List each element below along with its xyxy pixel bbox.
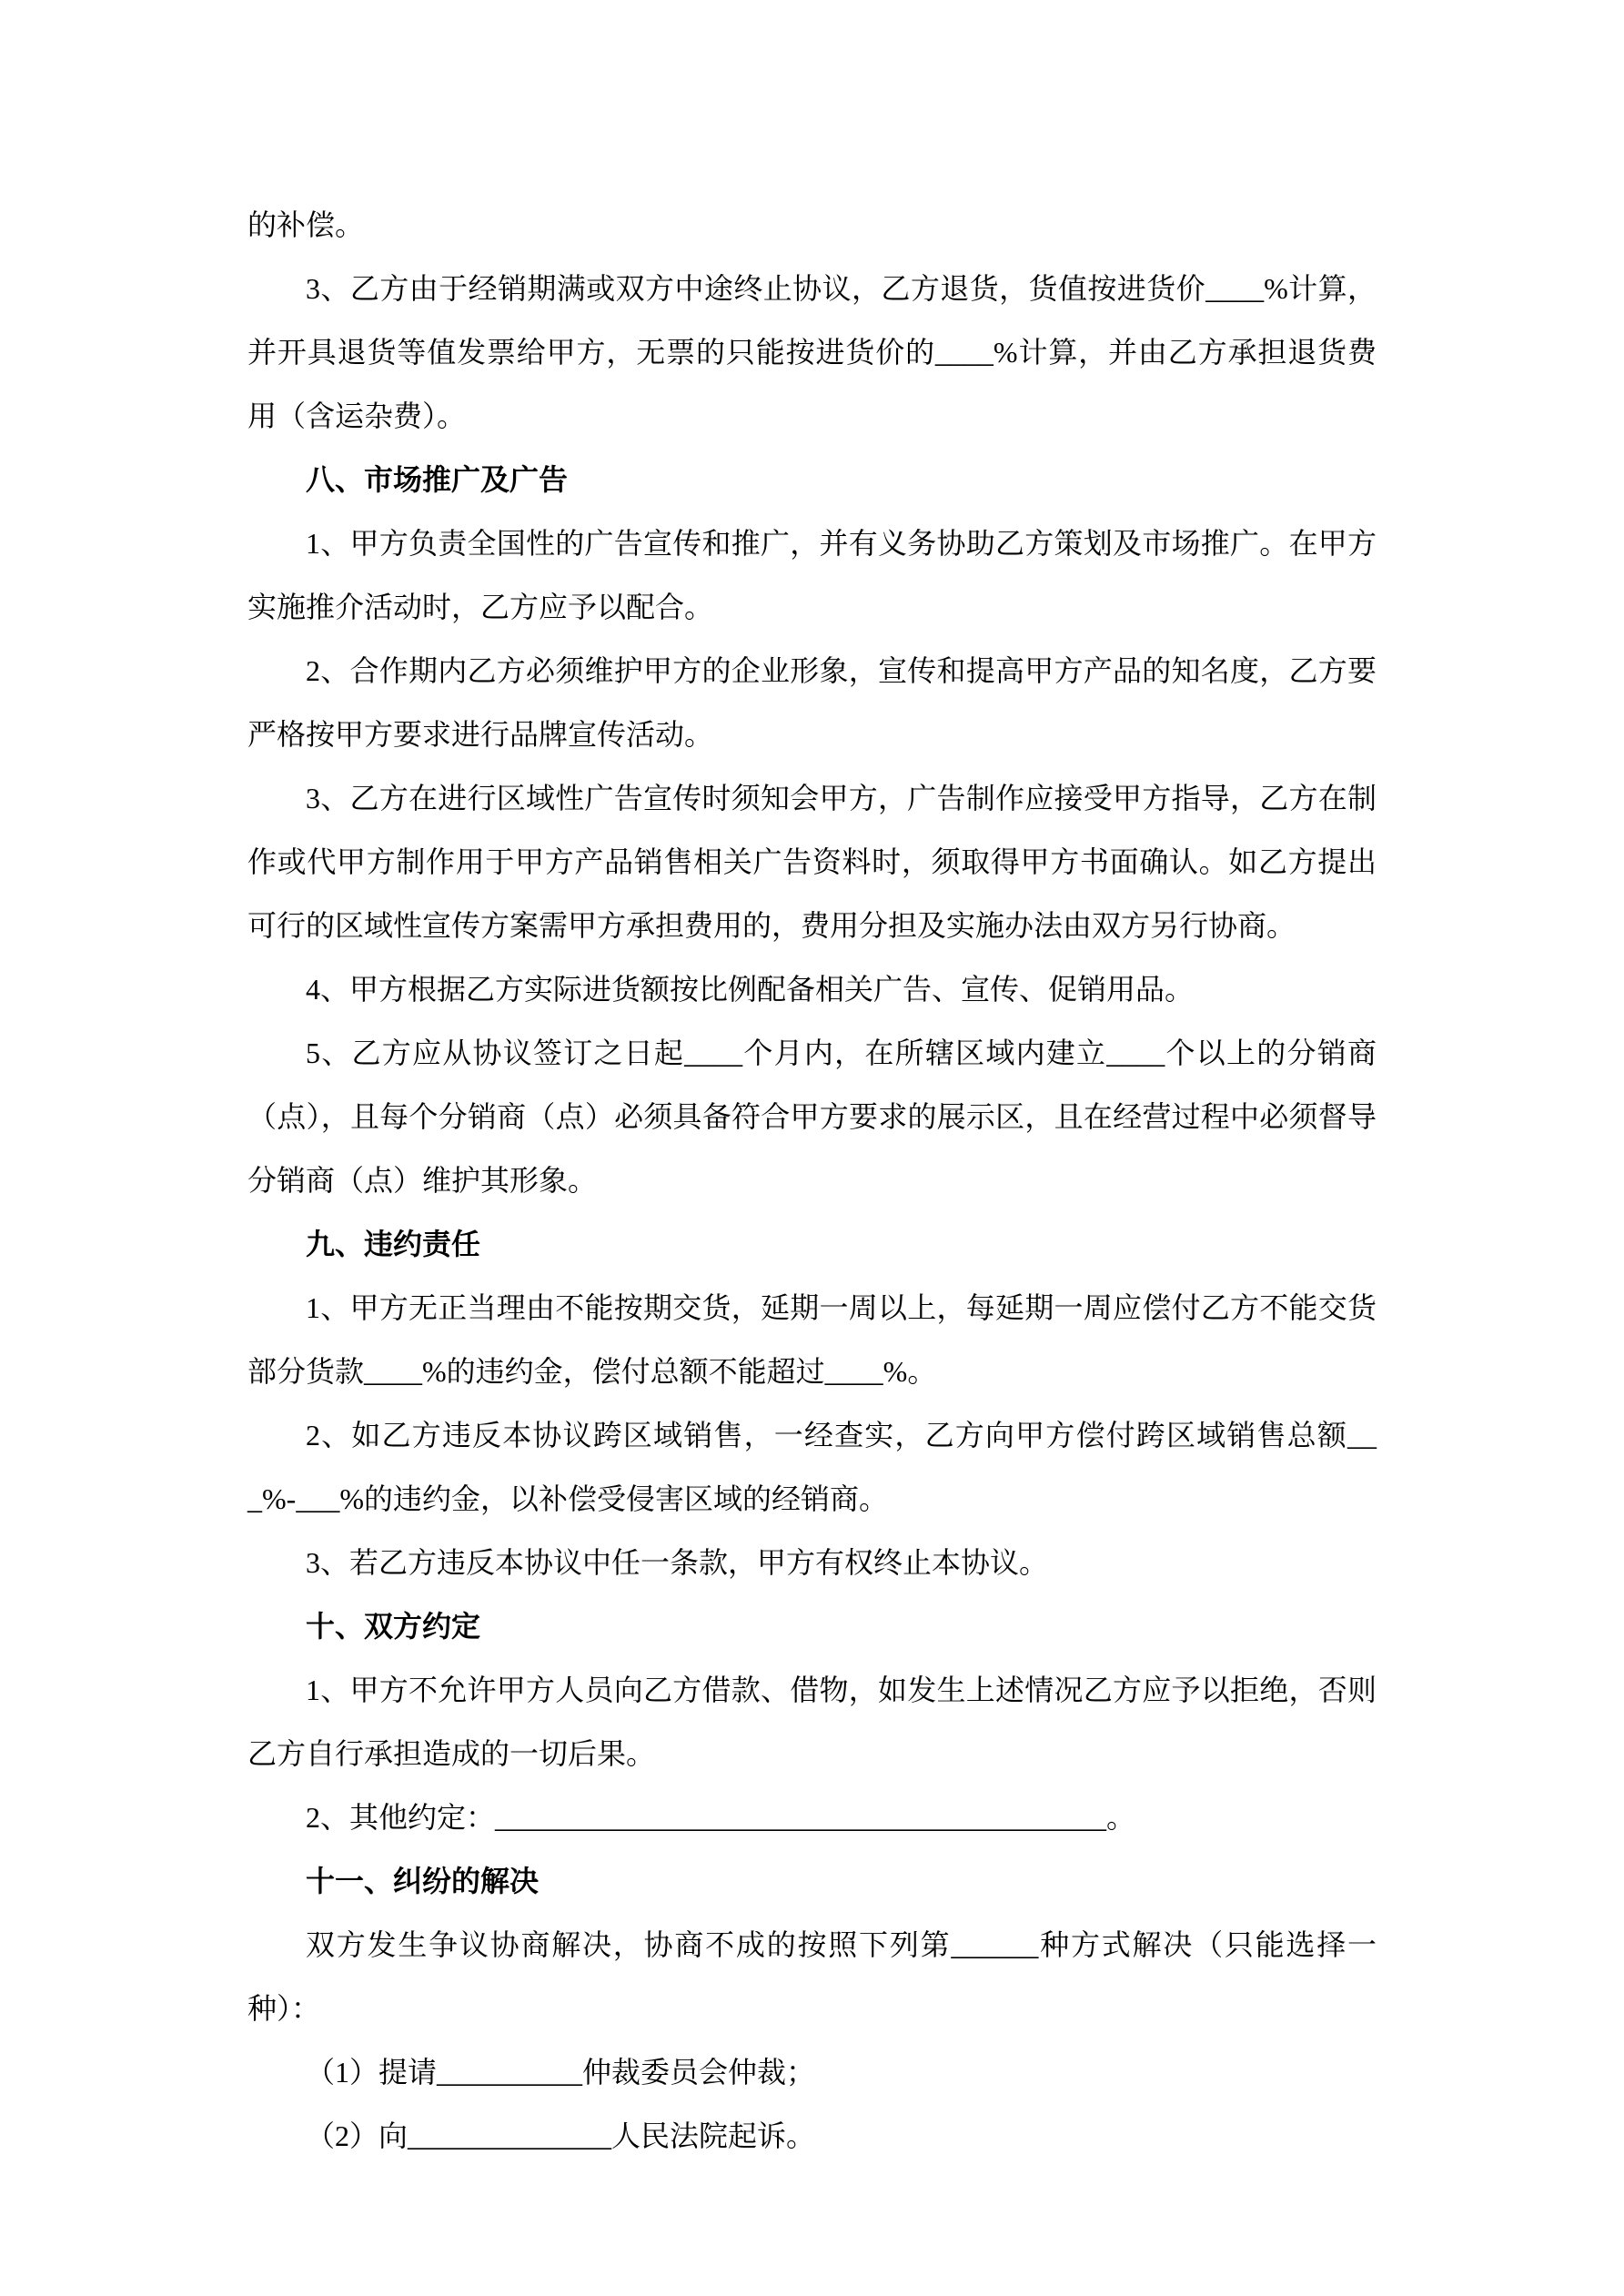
clause-paragraph-dispute-arbitration: （1）提请__________仲裁委员会仲裁；: [306, 2056, 816, 2089]
clause-paragraph-agreement-other: 2、其他约定：__________________________________________。: [306, 1801, 1136, 1834]
clause-paragraph-promotion-5: 5、乙方应从协议签订之日起____个月内，在所辖区域内建立____个以上的分销商（点），且每个分销商（点）必须具备符合甲方要求的展示区，且在经营过程中必须督导分销商（点）维护其形象。: [247, 1037, 1377, 1197]
clause-paragraph-promotion-4: 4、甲方根据乙方实际进货额按比例配备相关广告、宣传、促销用品。: [306, 973, 1195, 1006]
clause-paragraph-dispute-court: （2）向______________人民法院起诉。: [306, 2119, 816, 2152]
clause-paragraph-breach-3: 3、若乙方违反本协议中任一条款，甲方有权终止本协议。: [306, 1546, 1049, 1579]
clause-paragraph-promotion-3: 3、乙方在进行区域性广告宣传时须知会甲方，广告制作应接受甲方指导，乙方在制作或代甲方制作用于甲方产品销售相关广告资料时，须取得甲方书面确认。如乙方提出可行的区域性宣传方案需甲方承担费用的，费用分担及实施办法由双方另行协商。: [247, 782, 1377, 942]
section-heading-mutual-agreement: 十、双方约定: [306, 1610, 481, 1643]
section-heading-market-promotion: 八、市场推广及广告: [306, 463, 569, 496]
clause-paragraph-dispute-intro: 双方发生争议协商解决，协商不成的按照下列第______种方式解决（只能选择一种）：: [247, 1928, 1377, 2025]
clause-paragraph-promotion-1: 1、甲方负责全国性的广告宣传和推广，并有义务协助乙方策划及市场推广。在甲方实施推介活动时，乙方应予以配合。: [247, 527, 1377, 623]
section-heading-dispute-resolution: 十一、纠纷的解决: [306, 1865, 540, 1897]
clause-paragraph-agreement-1: 1、甲方不允许甲方人员向乙方借款、借物，如发生上述情况乙方应予以拒绝，否则乙方自行承担造成的一切后果。: [247, 1674, 1377, 1770]
paragraph-continuation: 的补偿。: [247, 208, 365, 241]
clause-paragraph-breach-2: 2、如乙方违反本协议跨区域销售，一经查实，乙方向甲方偿付跨区域销售总额___%-___%的违约金，以补偿受侵害区域的经销商。: [247, 1419, 1377, 1515]
clause-paragraph-promotion-2: 2、合作期内乙方必须维护甲方的企业形象，宣传和提高甲方产品的知名度，乙方要严格按甲方要求进行品牌宣传活动。: [247, 654, 1377, 751]
clause-paragraph-return-goods: 3、乙方由于经销期满或双方中途终止协议，乙方退货，货值按进货价____%计算，并开具退货等值发票给甲方，无票的只能按进货价的____%计算，并由乙方承担退货费用（含运杂费）。: [247, 272, 1377, 432]
clause-paragraph-breach-1: 1、甲方无正当理由不能按期交货，延期一周以上，每延期一周应偿付乙方不能交货部分货款____%的违约金，偿付总额不能超过____%。: [247, 1291, 1377, 1388]
section-heading-breach-liability: 九、违约责任: [306, 1228, 481, 1260]
